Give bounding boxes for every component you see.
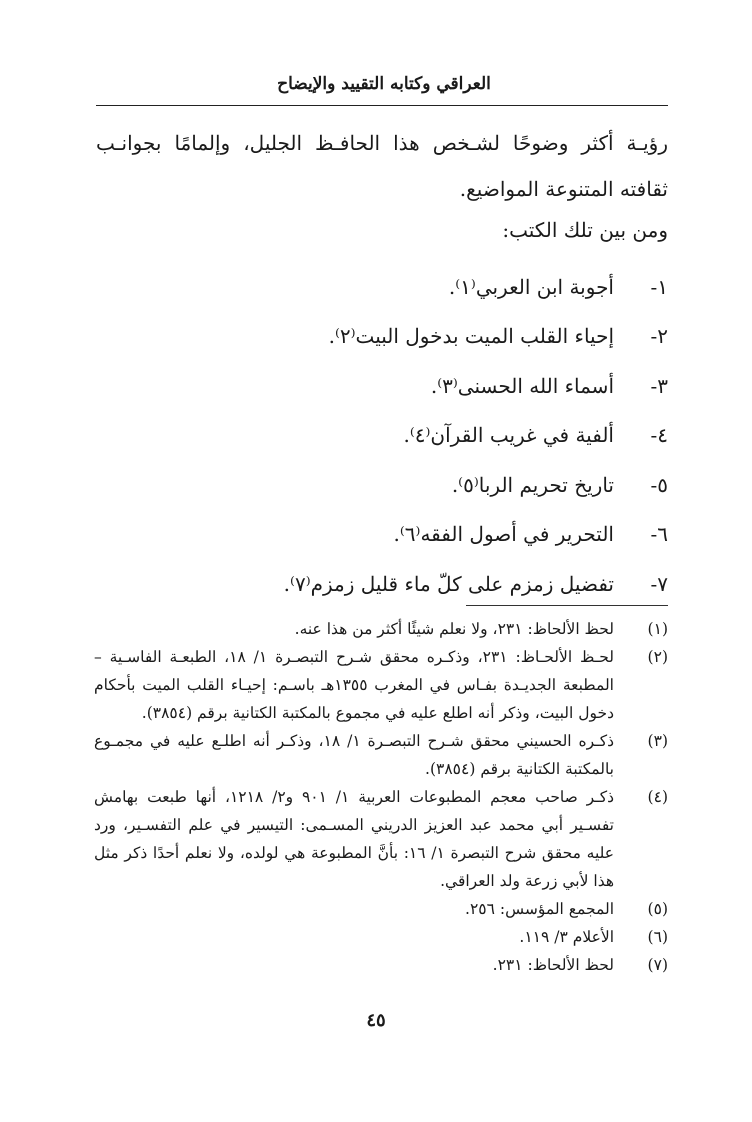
header-rule [96,105,668,106]
book-title: أجوبة ابن العربي⁽١⁾. [448,274,614,299]
footnote [94,615,668,643]
footnote-number: (٢) [647,648,668,666]
list-item [128,411,668,461]
footnote-text: الأعلام ٣/ ١١٩. [519,928,614,946]
footnote [94,923,668,951]
book-title: إحياء القلب الميت بدخول البيت⁽٢⁾. [328,324,614,349]
book-title: أسماء الله الحسنى⁽٣⁾. [430,373,614,398]
footnote-separator [466,605,668,606]
footnote [94,727,668,783]
list-item [128,510,668,560]
list-lead: ومن بين تلك الكتب: [502,218,668,242]
footnote-text: لحظ الألحاظ: ٢٣١، ولا نعلم شيئًا أكثر من هذا عنه. [294,620,614,638]
item-number: ٦- [650,522,668,547]
page-number: ٤٥ [366,1010,386,1031]
footnote [94,783,668,895]
book-title: تفضيل زمزم على كلّ ماء قليل زمزم⁽٧⁾. [283,571,614,596]
list-item [128,312,668,362]
footnotes [94,615,668,979]
footnote-number: (٦) [647,928,668,946]
footnote-number: (٤) [647,788,668,806]
footnote-text: لحـظ الألحـاظ: ٢٣١، وذكـره محقق شـرح التبصـرة ١/ ١٨، الطبعـة الفاسـية – المطبعة الجديـدة بفـاس في المغرب ١٣٥٥هـ باسـم: إحيـاء القلب الميت بأحكام دخول البيت، وذكر أنه اطلع عليه في مجموع بالمكتبة الكتانية برقم (٣٨٥٤). [94,648,614,722]
footnote-text: ذكـر صاحب معجم المطبوعات العربية ١/ ٩٠١ و٢/ ١٢١٨، أنها طبعت بهامش تفسـير أبي محمد عبد العزيز الدريني المسـمى: التيسير في علم التفسـير، ورد عليه محقق شرح التبصرة ١/ ١٦: بأنَّ المطبوعة هي لولده، ولا نعلم أحدًا ذكر مثل هذا لأبي زرعة ولد العراقي. [94,788,614,890]
footnote-text: ذكـره الحسيني محقق شـرح التبصـرة ١/ ١٨، وذكـر أنه اطلـع عليه في مجمـوع بالمكتبة الكتانية برقم (٣٨٥٤). [94,732,614,778]
item-number: ٥- [650,472,668,497]
list-item [128,559,668,609]
footnote [94,895,668,923]
footnote-number: (٣) [647,732,668,750]
book-list [128,262,668,609]
book-title: التحرير في أصول الفقه⁽٦⁾. [393,522,614,547]
list-item [128,262,668,312]
item-number: ٢- [650,324,668,349]
item-number: ٧- [650,571,668,596]
footnote-number: (٧) [647,956,668,974]
book-title: ألفية في غريب القرآن⁽٤⁾. [403,423,614,448]
footnote-text: لحظ الألحاظ: ٢٣١. [492,956,614,974]
intro-paragraph: رؤيـة أكثر وضوحًا لشـخص هذا الحافـظ الجليل، وإلمامًا بجوانـب ثقافته المتنوعة المواضيع. [96,131,668,201]
footnote [94,951,668,979]
footnote-number: (١) [647,620,668,638]
item-number: ٣- [650,373,668,398]
running-header: العراقي وكتابه التقييد والإيضاح [277,74,491,94]
list-item [128,361,668,411]
list-item [128,460,668,510]
footnote-number: (٥) [647,900,668,918]
footnote [94,643,668,727]
footnote-text: المجمع المؤسس: ٢٥٦. [465,900,614,918]
item-number: ١- [650,274,668,299]
book-title: تاريخ تحريم الربا⁽٥⁾. [451,472,614,497]
item-number: ٤- [650,423,668,448]
